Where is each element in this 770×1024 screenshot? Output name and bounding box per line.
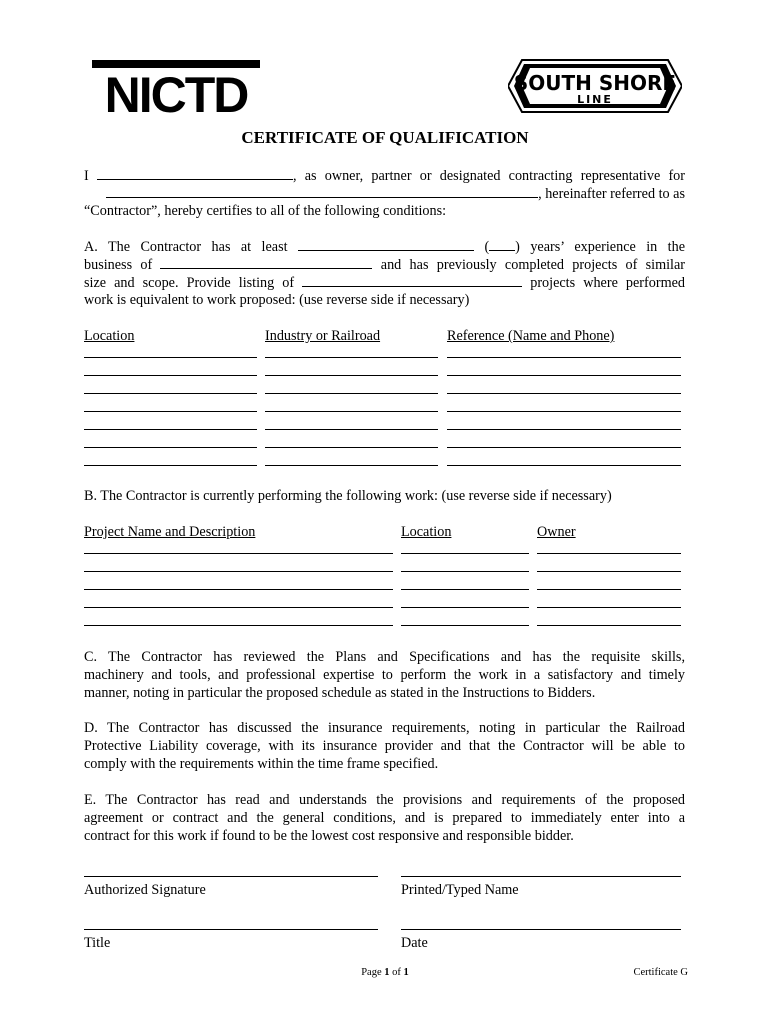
nictd-logo bbox=[92, 60, 262, 116]
col-header-industry: Industry or Railroad bbox=[265, 328, 381, 344]
intro-line-2 bbox=[84, 184, 685, 203]
section-a-blank-row-6-col-3[interactable] bbox=[447, 447, 681, 448]
section-c-line-2: machinery and tools, and professional expertise to perform the work in a satisfactory and timely bbox=[84, 667, 685, 683]
section-a-blank-row-7-col-3[interactable] bbox=[447, 465, 681, 466]
col-header-location-b: Location bbox=[401, 524, 452, 540]
business-blank[interactable] bbox=[160, 255, 372, 269]
section-b-blank-row-5-col-3[interactable] bbox=[537, 625, 681, 626]
section-a-line-3 bbox=[84, 273, 685, 292]
page-of: of bbox=[389, 967, 404, 978]
intro-i: I bbox=[84, 168, 89, 184]
section-b-text: B. The Contractor is currently performing the following work: (use reverse side if necessary) bbox=[84, 488, 612, 504]
section-a-blank-row-2-col-3[interactable] bbox=[447, 375, 681, 376]
authorized-signature-line[interactable] bbox=[84, 876, 378, 877]
intro-line1-text: , as owner, partner or designated contracting representative for bbox=[292, 168, 686, 184]
section-d-line-1: D. The Contractor has discussed the insurance requirements, noting in particular the Railroad bbox=[84, 720, 685, 736]
section-a-blank-row-7-col-2[interactable] bbox=[265, 465, 438, 466]
section-b-blank-row-5-col-1[interactable] bbox=[84, 625, 393, 626]
section-d-line-2: Protective Liability coverage, with its insurance provider and that the Contractor will be able to bbox=[84, 738, 685, 754]
section-a-text-5: size and scope. Provide listing of bbox=[84, 275, 295, 291]
svg-text:SOUTH SHORE: SOUTH SHORE bbox=[513, 71, 677, 95]
section-a-text-4: and has previously completed projects of similar bbox=[380, 257, 686, 273]
section-a-blank-row-3-col-3[interactable] bbox=[447, 393, 681, 394]
experience-years-blank[interactable] bbox=[489, 237, 515, 251]
section-b-blank-row-1-col-3[interactable] bbox=[537, 553, 681, 554]
section-b-blank-row-3-col-1[interactable] bbox=[84, 589, 393, 590]
section-a-blank-row-5-col-3[interactable] bbox=[447, 429, 681, 430]
col-header-owner: Owner bbox=[537, 524, 576, 540]
section-b-blank-row-3-col-2[interactable] bbox=[401, 589, 529, 590]
intro-line-1 bbox=[84, 166, 685, 185]
section-b-blank-row-4-col-1[interactable] bbox=[84, 607, 393, 608]
section-b-blank-row-2-col-2[interactable] bbox=[401, 571, 529, 572]
col-header-reference: Reference (Name and Phone) bbox=[447, 328, 615, 344]
nictd-logo-graphic bbox=[92, 60, 262, 116]
section-b-blank-row-1-col-2[interactable] bbox=[401, 553, 529, 554]
section-a-line-2 bbox=[84, 255, 685, 274]
page-current: 1 bbox=[384, 967, 390, 978]
section-a-text-1: A. The Contractor has at least bbox=[84, 239, 288, 255]
section-b-blank-row-1-col-1[interactable] bbox=[84, 553, 393, 554]
section-a-blank-row-5-col-1[interactable] bbox=[84, 429, 257, 430]
authorized-signature-label: Authorized Signature bbox=[84, 882, 206, 898]
section-a-blank-row-2-col-1[interactable] bbox=[84, 375, 257, 376]
section-b-blank-row-4-col-3[interactable] bbox=[537, 607, 681, 608]
section-a-blank-row-1-col-2[interactable] bbox=[265, 357, 438, 358]
section-b-blank-row-5-col-2[interactable] bbox=[401, 625, 529, 626]
experience-words-blank[interactable] bbox=[298, 237, 474, 251]
section-a-blank-row-1-col-3[interactable] bbox=[447, 357, 681, 358]
contractor-name-blank[interactable] bbox=[97, 166, 293, 180]
title-label: Title bbox=[84, 935, 111, 951]
section-a-blank-row-2-col-2[interactable] bbox=[265, 375, 438, 376]
section-a-blank-row-3-col-2[interactable] bbox=[265, 393, 438, 394]
section-e-line-1: E. The Contractor has read and understands the provisions and requirements of the proposed bbox=[84, 792, 685, 808]
date-label: Date bbox=[401, 935, 428, 951]
page-label: Page bbox=[361, 967, 385, 978]
section-a-blank-row-3-col-1[interactable] bbox=[84, 393, 257, 394]
section-a-line-1 bbox=[84, 237, 685, 256]
section-a-blank-row-4-col-2[interactable] bbox=[265, 411, 438, 412]
south-shore-line-logo bbox=[508, 58, 682, 114]
section-a-blank-row-1-col-1[interactable] bbox=[84, 357, 257, 358]
paren-open: ( bbox=[484, 239, 490, 255]
svg-text:NICTD: NICTD bbox=[104, 67, 248, 116]
projects-blank[interactable] bbox=[302, 273, 522, 287]
section-a-blank-row-6-col-2[interactable] bbox=[265, 447, 438, 448]
col-header-location: Location bbox=[84, 328, 135, 344]
section-a-blank-row-5-col-2[interactable] bbox=[265, 429, 438, 430]
section-a-blank-row-4-col-3[interactable] bbox=[447, 411, 681, 412]
date-line[interactable] bbox=[401, 929, 681, 930]
section-a-blank-row-4-col-1[interactable] bbox=[84, 411, 257, 412]
printed-name-label: Printed/Typed Name bbox=[401, 882, 519, 898]
section-b-blank-row-3-col-3[interactable] bbox=[537, 589, 681, 590]
section-a-text-2: ) years’ experience in the bbox=[515, 239, 686, 255]
south-shore-line-graphic bbox=[508, 58, 682, 114]
intro-line-3: “Contractor”, hereby certifies to all of the following conditions: bbox=[84, 203, 447, 219]
section-e-line-2: agreement or contract and the general conditions, and is prepared to immediately enter into a bbox=[84, 810, 685, 826]
section-c-line-1: C. The Contractor has reviewed the Plans and Specifications and has the requisite skills, bbox=[84, 649, 685, 665]
section-a-text-3: business of bbox=[84, 257, 153, 273]
col-header-project: Project Name and Description bbox=[84, 524, 256, 540]
section-a-blank-row-6-col-1[interactable] bbox=[84, 447, 257, 448]
section-b-blank-row-4-col-2[interactable] bbox=[401, 607, 529, 608]
section-d-line-3: comply with the requirements within the time frame specified. bbox=[84, 756, 439, 772]
section-a-line-4: work is equivalent to work proposed: (use reverse side if necessary) bbox=[84, 292, 470, 308]
printed-name-line[interactable] bbox=[401, 876, 681, 877]
section-a-text-6: projects where performed bbox=[530, 275, 686, 291]
company-name-blank[interactable] bbox=[106, 184, 538, 198]
title-line[interactable] bbox=[84, 929, 378, 930]
section-c-line-3: manner, noting in particular the proposed schedule as stated in the Instructions to Bidders. bbox=[84, 685, 596, 701]
section-a-blank-row-7-col-1[interactable] bbox=[84, 465, 257, 466]
intro-line2-text: , hereinafter referred to as bbox=[538, 186, 685, 202]
section-b-blank-row-2-col-1[interactable] bbox=[84, 571, 393, 572]
page-title: CERTIFICATE OF QUALIFICATION bbox=[241, 128, 529, 147]
svg-text:LINE: LINE bbox=[577, 93, 613, 106]
certificate-id: Certificate G bbox=[633, 967, 688, 978]
page-total: 1 bbox=[403, 967, 409, 978]
section-e-line-3: contract for this work if found to be the lowest cost responsive and responsible bidder. bbox=[84, 828, 574, 844]
section-b-blank-row-2-col-3[interactable] bbox=[537, 571, 681, 572]
